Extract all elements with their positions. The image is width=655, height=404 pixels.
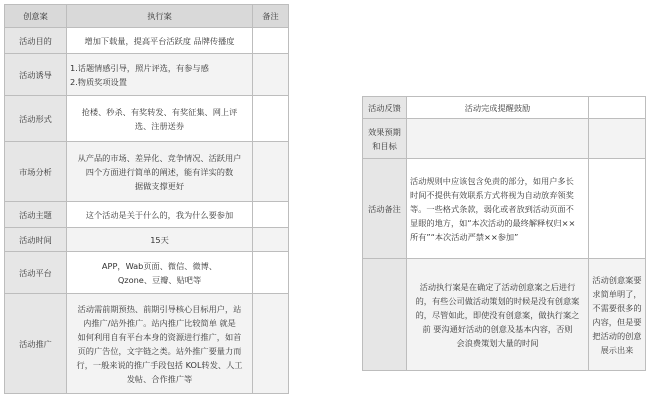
row-content: APP，Wab页面、微信、微博、 Qzone、豆瓣、贴吧等 (67, 252, 253, 294)
row-note (253, 228, 289, 252)
row-label: 活动平台 (5, 252, 67, 294)
row-note: 活动创意案要 求简单明了， 不需要很多的 内容，但是要 把活动的创意 展示出来 (589, 259, 646, 371)
row-label: 活动备注 (363, 159, 407, 259)
table-row (5, 202, 289, 228)
row-label: 市场分析 (5, 142, 67, 202)
row-note (253, 142, 289, 202)
row-note (589, 119, 646, 159)
table-row (363, 159, 646, 259)
row-label: 活动推广 (5, 294, 67, 394)
row-note (589, 159, 646, 259)
table-row (5, 252, 289, 294)
row-label: 活动目的 (5, 28, 67, 54)
left-table-sheet (4, 4, 288, 394)
row-label: 活动时间 (5, 228, 67, 252)
row-label: 效果预期 和目标 (363, 119, 407, 159)
table-header-row (5, 5, 289, 28)
table-row (363, 259, 646, 371)
row-note (253, 54, 289, 96)
row-note (253, 252, 289, 294)
row-content: 增加下载量，提高平台活跃度 品牌传播度 (67, 28, 253, 54)
row-content: 抢楼、秒杀、有奖转发、有奖征集、网上评 选、注册送券 (67, 96, 253, 142)
row-content: 15天 (67, 228, 253, 252)
row-note (253, 294, 289, 394)
row-label: 活动主题 (5, 202, 67, 228)
row-label: 活动诱导 (5, 54, 67, 96)
header-creative: 创意案 (5, 5, 67, 28)
right-table-sheet (362, 96, 645, 371)
table-row (5, 54, 289, 96)
header-execution: 执行案 (67, 5, 253, 28)
row-content: 活动执行案是在确定了活动创意案之后进行 的，有些公司做活动策划的时候是没有创意案 的，尽管如此，即使没有创意案，做执行案之 前 要沟通好活动的创意及基本内容，否则 会浪费策划大量的时间 (407, 259, 589, 371)
table-row (5, 228, 289, 252)
row-label: 活动反馈 (363, 97, 407, 119)
row-content: 从产品的市场、差异化、竞争情况、活跃用户 四个方面进行简单的阐述，能有详实的数 据做支撑更好 (67, 142, 253, 202)
table-row (5, 142, 289, 202)
row-content: 活动需前期预热、前期引导核心目标用户，站 内推广/站外推广。站内推广比较简单 就是 如何利用自有平台本身的资源进行推广，如首 页的广告位，文字链之类。站外推广要量力而 行，一般来说的推广手段包括 KOL转发、人工 发帖、合作推广等 (67, 294, 253, 394)
row-content: 活动规则中应该包含免责的部分，如用户多长 时间不提供有效联系方式将视为自动放弃领奖 等。一些格式条款，弱化或者放到活动页面不 显眼的地方，如“本次活动的最终解释权归×× 所有”“本次活动严禁××参加” (407, 159, 589, 259)
row-content: 1.话题情感引导，照片评选，有参与感 2.物质奖项设置 (67, 54, 253, 96)
header-note: 备注 (253, 5, 289, 28)
row-content: 这个活动是关于什么的，我为什么要参加 (67, 202, 253, 228)
table-row (5, 96, 289, 142)
row-note (253, 96, 289, 142)
right-table (362, 96, 646, 371)
row-content (407, 119, 589, 159)
table-row (5, 28, 289, 54)
row-content: 活动完成提醒鼓励 (407, 97, 589, 119)
row-label: 活动形式 (5, 96, 67, 142)
row-note (589, 97, 646, 119)
left-table (4, 4, 289, 394)
table-row (363, 119, 646, 159)
row-label (363, 259, 407, 371)
row-note (253, 28, 289, 54)
row-note (253, 202, 289, 228)
table-row (363, 97, 646, 119)
table-row (5, 294, 289, 394)
